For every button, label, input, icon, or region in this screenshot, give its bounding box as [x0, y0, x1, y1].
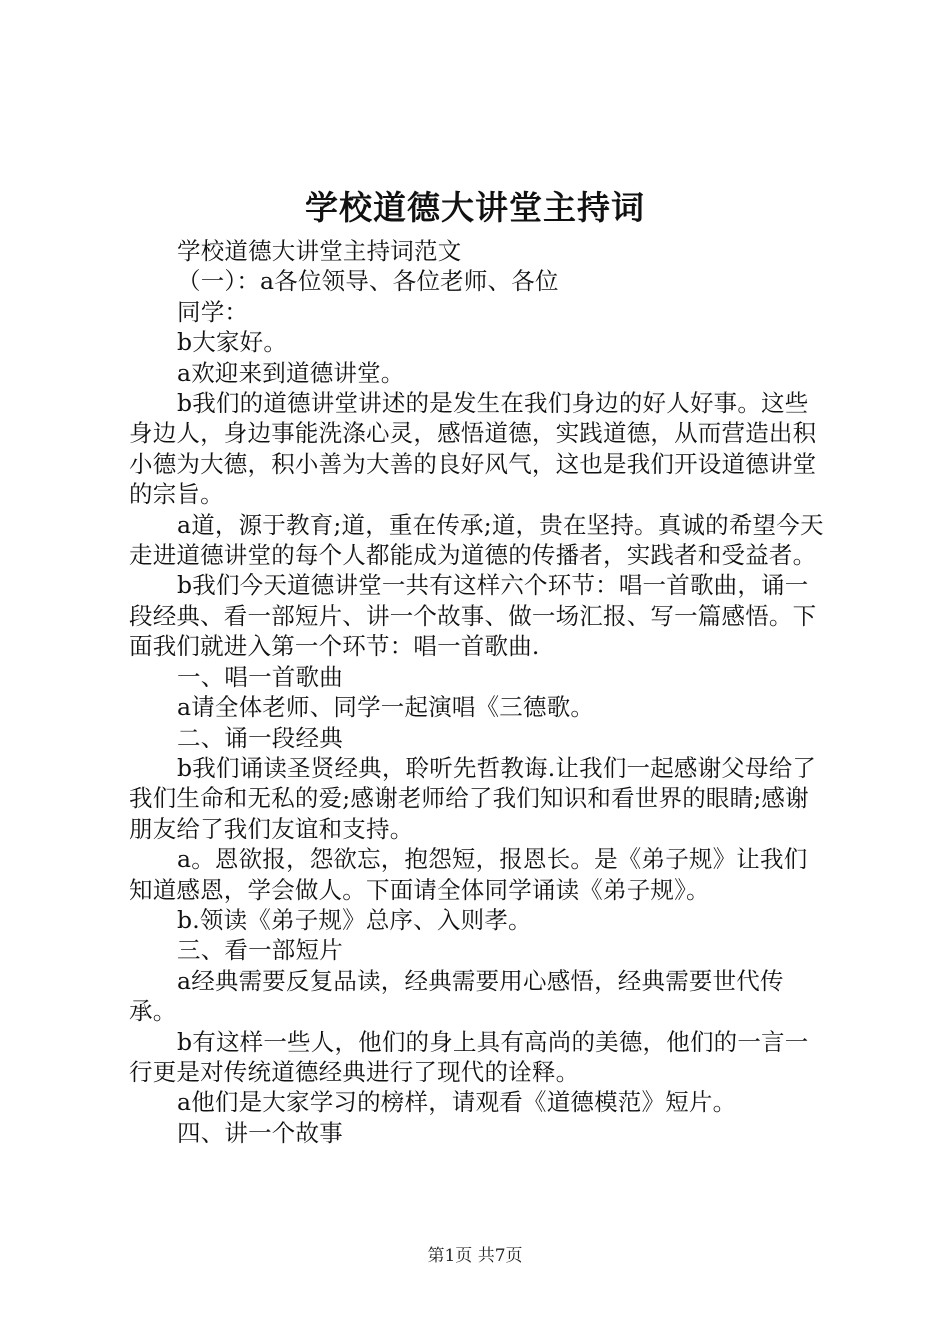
- paragraph: 学校道德大讲堂主持词范文: [177, 237, 462, 265]
- paragraph: b我们的道德讲堂讲述的是发生在我们身边的好人好事。这些身边人，身边事能洗涤心灵，感悟道德，实践道德，从而营造出积小德为大德，积小善为大善的良好风气，这也是我们开设道德讲堂的宗旨。: [129, 389, 817, 509]
- section-heading: 三、看一部短片: [177, 936, 343, 965]
- paragraph: a经典需要反复品读，经典需要用心感悟，经典需要世代传承。: [129, 966, 784, 1026]
- paragraph: b.领读《弟子规》总序、入则孝。: [177, 905, 532, 934]
- paragraph: （一）：a各位领导、各位老师、各位: [177, 267, 559, 296]
- paragraph: b我们今天道德讲堂一共有这样六个环节：唱一首歌曲，诵一段经典、看一部短片、讲一个故事、做一场汇报、写一篇感悟。下面我们就进入第一个环节：唱一首歌曲.: [129, 571, 817, 661]
- paragraph: a请全体老师、同学一起演唱《三德歌。: [177, 693, 595, 722]
- paragraph: b有这样一些人，他们的身上具有高尚的美德，他们的一言一行更是对传统道德经典进行了现代的诠释。: [129, 1027, 809, 1086]
- paragraph: 同学：: [177, 297, 249, 326]
- paragraph: a道，源于教育;道，重在传承;道，贵在坚持。真诚的希望今天走进道德讲堂的每个人都能成为道德的传播者，实践者和受益者。: [129, 510, 824, 570]
- paragraph: a欢迎来到道德讲堂。: [177, 358, 405, 387]
- paragraph: a。恩欲报，怨欲忘，抱怨短，报恩长。是《弟子规》让我们知道感恩，学会做人。下面请全体同学诵读《弟子规》。: [129, 845, 808, 904]
- paragraph: a他们是大家学习的榜样，请观看《道德模范》短片。: [177, 1088, 737, 1117]
- page-footer: 第1页 共7页: [427, 1246, 523, 1266]
- section-heading: 四、讲一个故事: [177, 1118, 343, 1147]
- paragraph: b大家好。: [177, 328, 288, 357]
- document-body: [129, 236, 829, 1148]
- paragraph: b我们诵读圣贤经典，聆听先哲教诲.让我们一起感谢父母给了我们生命和无私的爱;感谢老师给了我们知识和看世界的眼睛;感谢朋友给了我们友谊和支持。: [129, 753, 817, 843]
- section-heading: 一、唱一首歌曲: [177, 662, 343, 691]
- section-heading: 二、诵一段经典: [177, 723, 343, 752]
- document-title: 学校道德大讲堂主持词: [305, 188, 645, 227]
